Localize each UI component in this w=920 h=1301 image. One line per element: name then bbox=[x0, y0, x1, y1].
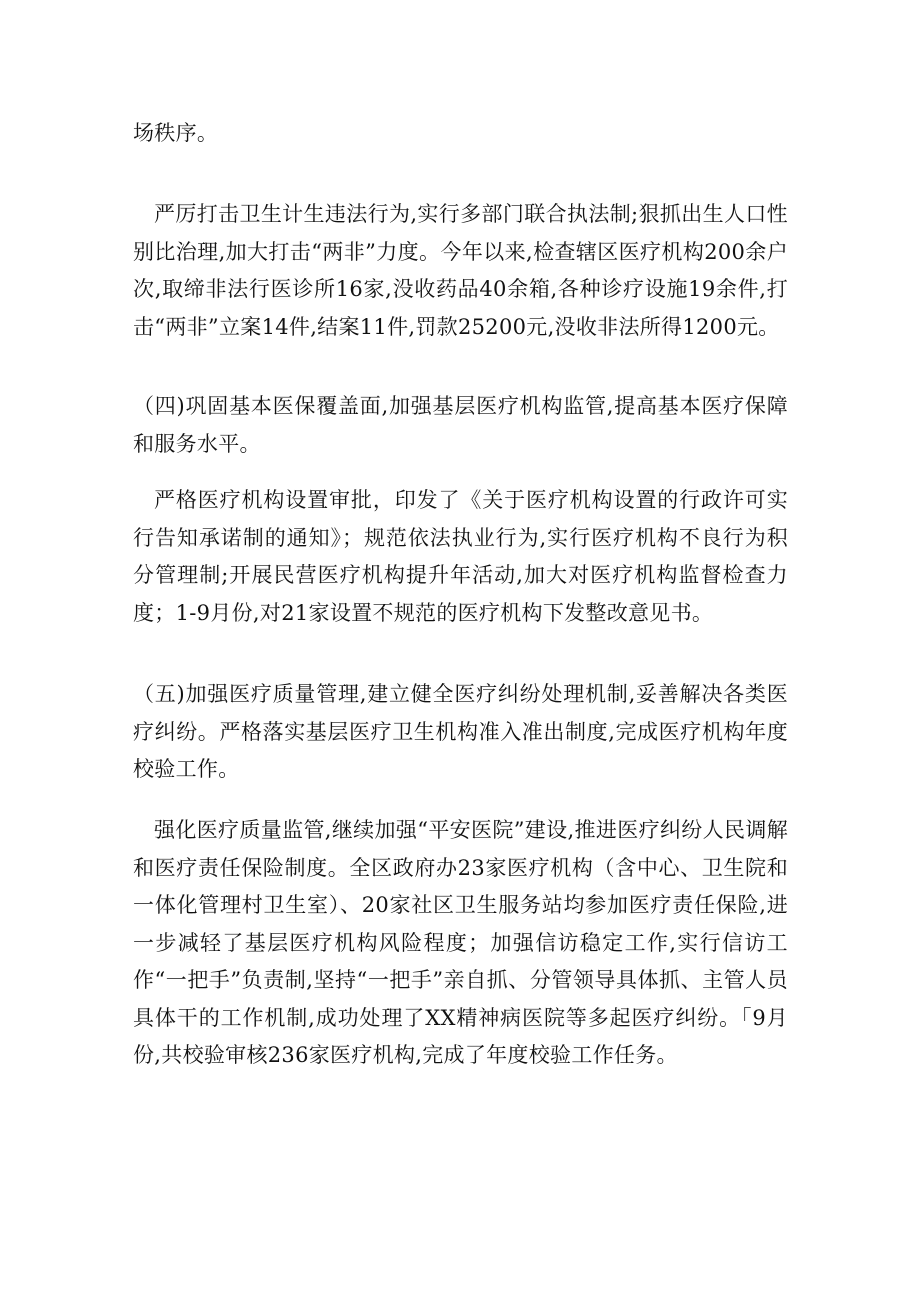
paragraph-quality: 强化医疗质量监管,继续加强“平安医院”建设,推进医疗纠纷人民调解和医疗责任保险制度。全区政府办23家医疗机构（含中心、卫生院和一体化管理村卫生室）、20家社区卫生服务站均参加医疗责任保险,进一步减轻了基层医疗机构风险程度；加强信访稳定工作,实行信访工作“一把手”负责制,坚持“一把手”亲自抓、分管领导具体抓、主管人员具体干的工作机制,成功处理了XX精神病医院等多起医疗纠纷。「9月份,共校验审核236家医疗机构,完成了年度校验工作任务。 bbox=[133, 818, 788, 1067]
section-heading-5: （五)加强医疗质量管理,建立健全医疗纠纷处理机制,妥善解决各类医疗纠纷。严格落实基层医疗卫生机构准入准出制度,完成医疗机构年度校验工作。 bbox=[133, 682, 788, 781]
section-heading-4: （四)巩固基本医保覆盖面,加强基层医疗机构监管,提高基本医疗保障和服务水平。 bbox=[133, 394, 788, 456]
paragraph-continuation: 场秩序。 bbox=[133, 121, 219, 145]
paragraph-approval: 严格医疗机构设置审批，印发了《关于医疗机构设置的行政许可实行告知承诺制的通知》；规范依法执业行为,实行医疗机构不良行为积分管理制;开展民营医疗机构提升年活动,加大对医疗机构监督检查力度；1-9月份,对21家设置不规范的医疗机构下发整改意见书。 bbox=[133, 488, 788, 625]
paragraph-enforcement: 严厉打击卫生计生违法行为,实行多部门联合执法制;狠抓出生人口性别比治理,加大打击“两非”力度。今年以来,检查辖区医疗机构200余户次,取缔非法行医诊所16家,没收药品40余箱,各种诊疗设施19余件,打击“两非”立案14件,结案11件,罚款25200元,没收非法所得1200元。 bbox=[133, 202, 788, 339]
